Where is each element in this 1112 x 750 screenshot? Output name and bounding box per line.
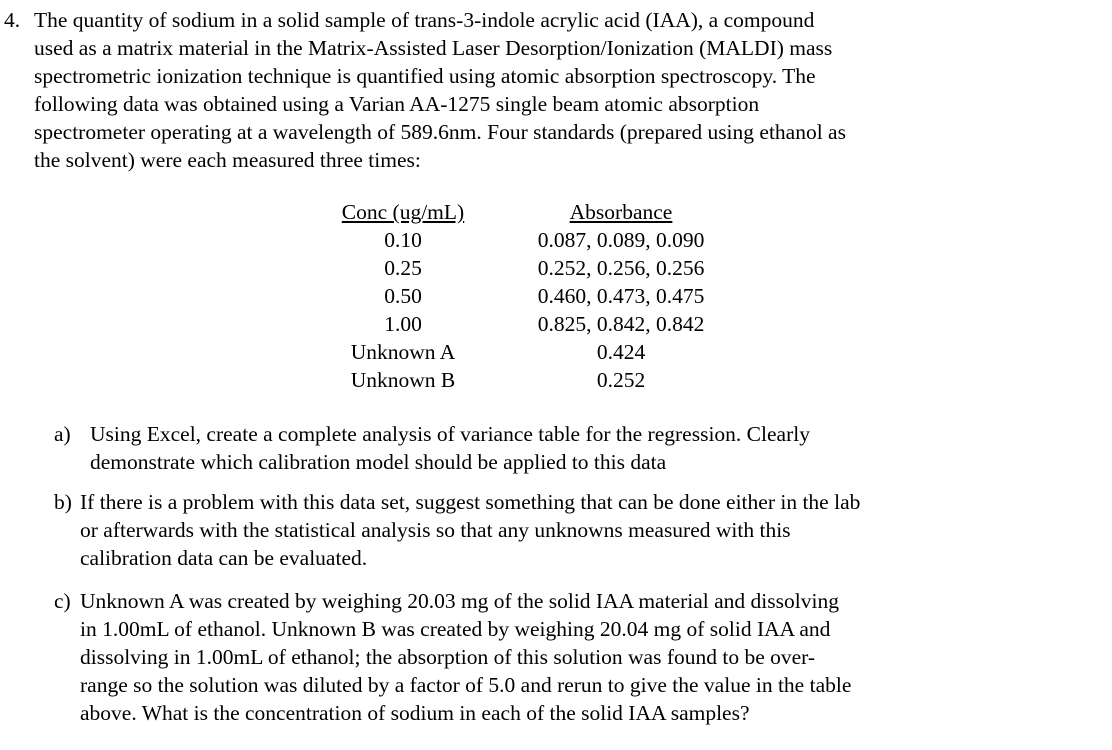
part-b-label: b) bbox=[54, 490, 72, 514]
part-c-line-2: in 1.00mL of ethanol. Unknown B was created by weighing 20.04 mg of solid IAA and bbox=[80, 617, 831, 641]
table-row bbox=[330, 282, 726, 310]
problem-statement bbox=[4, 6, 1004, 174]
part-c-line-5: above. What is the concentration of sodium in each of the solid IAA samples? bbox=[80, 701, 750, 725]
absorbance-cell: 0.087, 0.089, 0.090 bbox=[537, 228, 705, 252]
part-c-line-1: c) Unknown A was created by weighing 20.03 mg of the solid IAA material and dissolving bbox=[54, 589, 839, 613]
part-b bbox=[54, 488, 860, 572]
part-a-line-2: demonstrate which calibration model should be applied to this data bbox=[90, 450, 667, 474]
conc-cell: 0.50 bbox=[384, 284, 422, 308]
problem-line-4: following data was obtained using a Varian AA-1275 single beam atomic absorption bbox=[34, 92, 760, 116]
part-c bbox=[54, 587, 851, 727]
part-c-line-3: dissolving in 1.00mL of ethanol; the absorption of this solution was found to be over- bbox=[80, 645, 816, 669]
header-concentration: Conc (ug/mL) bbox=[341, 200, 465, 224]
table-row bbox=[330, 310, 726, 338]
conc-cell: 0.10 bbox=[384, 228, 422, 252]
table-row bbox=[330, 254, 726, 282]
absorbance-cell: 0.825, 0.842, 0.842 bbox=[537, 312, 705, 336]
part-b-line-1: b) If there is a problem with this data set, suggest something that can be done either in the lab bbox=[54, 490, 861, 514]
part-a bbox=[54, 420, 810, 476]
absorbance-cell: 0.460, 0.473, 0.475 bbox=[537, 284, 705, 308]
table-header-row bbox=[330, 198, 726, 226]
part-a-line-1: a) Using Excel, create a complete analysis of variance table for the regression. Clearly bbox=[54, 422, 810, 446]
table-row bbox=[330, 338, 726, 366]
problem-line-6: the solvent) were each measured three times: bbox=[34, 148, 421, 172]
problem-line-5: spectrometer operating at a wavelength of 589.6nm. Four standards (prepared using ethanol as bbox=[34, 120, 846, 144]
part-b-line-2: or afterwards with the statistical analysis so that any unknowns measured with this bbox=[80, 518, 791, 542]
part-b-line-3: calibration data can be evaluated. bbox=[80, 546, 368, 570]
absorbance-cell: 0.252, 0.256, 0.256 bbox=[537, 256, 705, 280]
absorbance-cell: 0.252 bbox=[596, 368, 646, 392]
table-row bbox=[330, 366, 726, 394]
conc-cell: Unknown B bbox=[350, 368, 456, 392]
conc-cell: 0.25 bbox=[384, 256, 422, 280]
part-a-label: a) bbox=[54, 422, 71, 446]
data-table bbox=[330, 198, 726, 394]
part-c-label: c) bbox=[54, 589, 71, 613]
header-absorbance: Absorbance bbox=[569, 200, 673, 224]
problem-line-2: used as a matrix material in the Matrix-Assisted Laser Desorption/Ionization (MALDI) mass bbox=[34, 36, 833, 60]
absorbance-cell: 0.424 bbox=[596, 340, 646, 364]
table-row bbox=[330, 226, 726, 254]
part-c-line-4: range so the solution was diluted by a factor of 5.0 and rerun to give the value in the table bbox=[80, 673, 852, 697]
problem-line-1: 4. The quantity of sodium in a solid sample of trans-3-indole acrylic acid (IAA), a compound bbox=[4, 8, 815, 32]
conc-cell: 1.00 bbox=[384, 312, 422, 336]
problem-number: 4. bbox=[4, 8, 21, 32]
conc-cell: Unknown A bbox=[350, 340, 456, 364]
problem-line-3: spectrometric ionization technique is quantified using atomic absorption spectroscopy. The bbox=[34, 64, 816, 88]
